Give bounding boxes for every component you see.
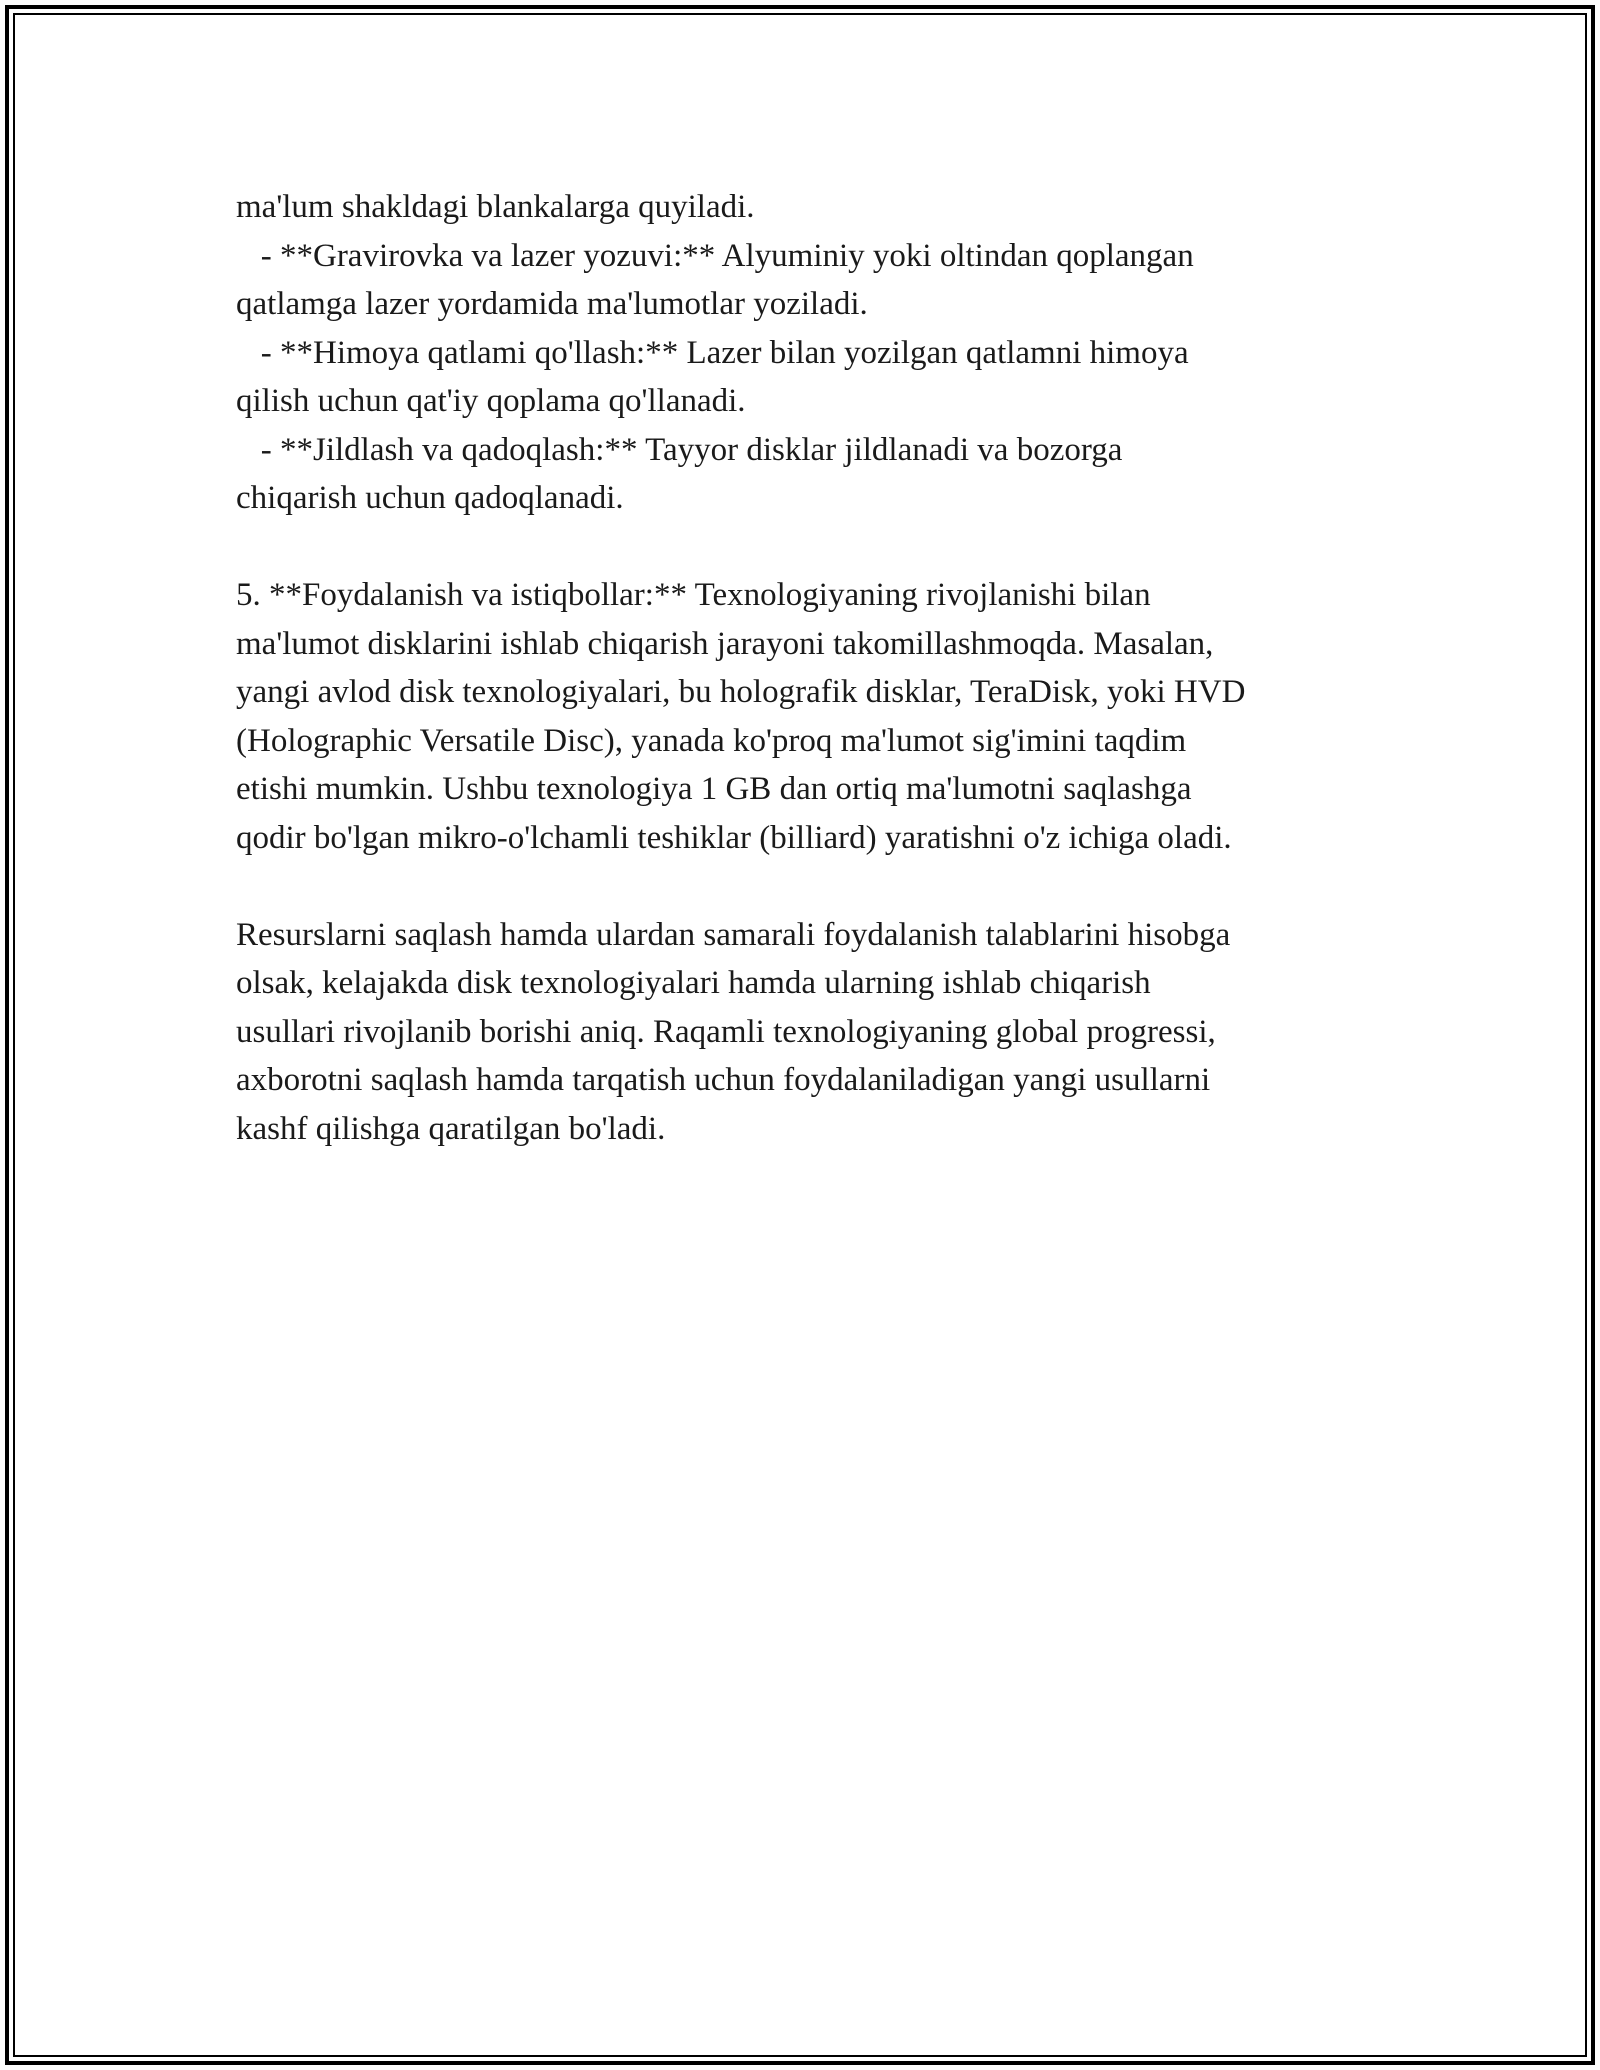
- numbered-item-line: 5. **Foydalanish va istiqbollar:** Texnologiyaning rivojlanishi bilan: [236, 577, 1151, 613]
- paragraph-gap: [236, 523, 1386, 572]
- text-line: yangi avlod disk texnologiyalari, bu holografik disklar, TeraDisk, yoki HVD: [236, 674, 1246, 710]
- text-line: usullari rivojlanib borishi aniq. Raqamli texnologiyaning global progressi,: [236, 1013, 1216, 1050]
- list-item-line: - **Himoya qatlami qo'llash:** Lazer bilan yozilgan qatlamni himoya: [236, 334, 1189, 371]
- text-line: ma'lum shakldagi blankalarga quyiladi.: [236, 189, 755, 225]
- list-item-line: - **Gravirovka va lazer yozuvi:** Alyuminiy yoki oltindan qoplangan: [236, 237, 1194, 274]
- text-line: etishi mumkin. Ushbu texnologiya 1 GB dan ortiq ma'lumotni saqlashga: [236, 771, 1192, 807]
- document-body: [236, 183, 1386, 1153]
- text-line: qilish uchun qat'iy qoplama qo'llanadi.: [236, 383, 746, 419]
- text-line: qodir bo'lgan mikro-o'lchamli teshiklar (billiard) yaratishni o'z ichiga oladi.: [236, 819, 1232, 856]
- text-line: Resurslarni saqlash hamda ulardan samarali foydalanish talablarini hisobga: [236, 916, 1231, 953]
- list-item-line: - **Jildlash va qadoqlash:** Tayyor disklar jildlanadi va bozorga: [236, 431, 1123, 468]
- text-line: chiqarish uchun qadoqlanadi.: [236, 480, 624, 516]
- text-line: olsak, kelajakda disk texnologiyalari hamda ularning ishlab chiqarish: [236, 965, 1151, 1001]
- text-line: (Holographic Versatile Disc), yanada ko'proq ma'lumot sig'imini taqdim: [236, 722, 1187, 759]
- text-line: kashf qilishga qaratilgan bo'ladi.: [236, 1110, 666, 1147]
- text-line: axborotni saqlash hamda tarqatish uchun foydalaniladigan yangi usullarni: [236, 1062, 1211, 1098]
- text-line: ma'lumot disklarini ishlab chiqarish jarayoni takomillashmoqda. Masalan,: [236, 625, 1214, 662]
- paragraph-gap: [236, 862, 1386, 911]
- text-line: qatlamga lazer yordamida ma'lumotlar yoziladi.: [236, 286, 868, 322]
